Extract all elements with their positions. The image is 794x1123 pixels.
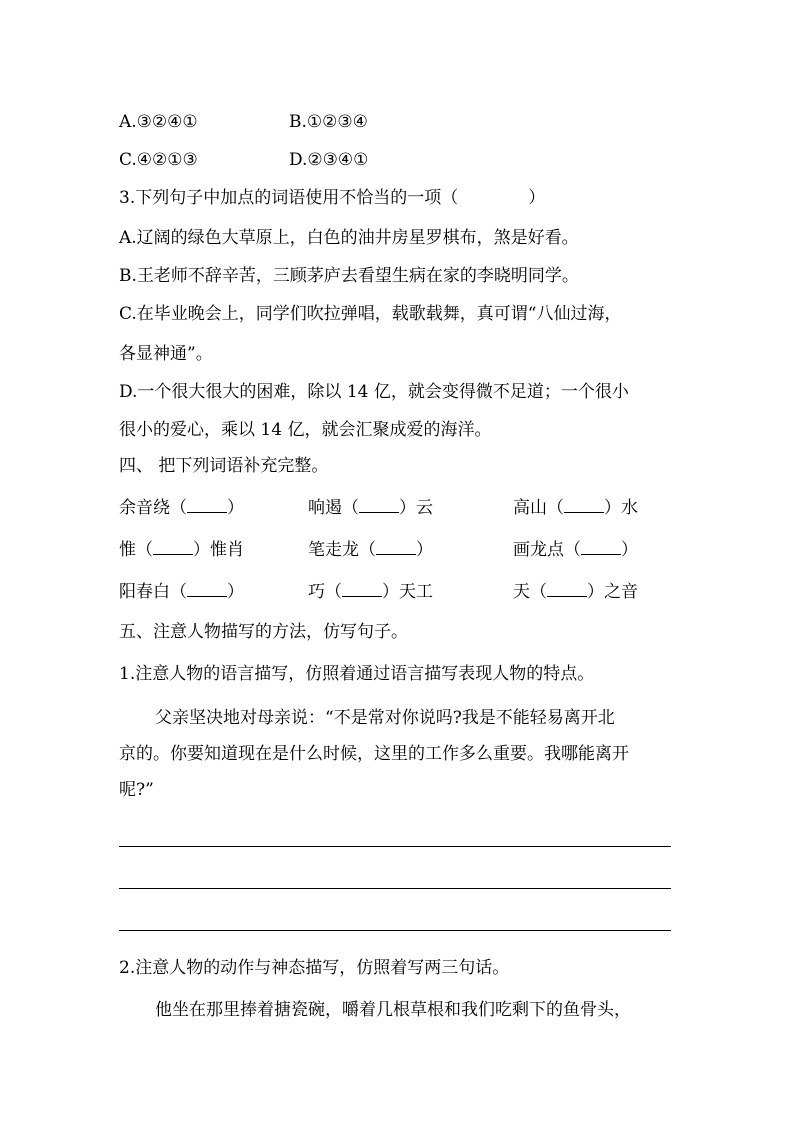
q2-option-d: D.②③④①: [289, 150, 369, 170]
q3-option-b: B.王老师不辞辛苦，三顾茅庐去看望生病在家的李晓明同学。: [119, 266, 579, 286]
q2-option-b: B.①②③④: [289, 112, 368, 132]
q2-option-a: A.③②④①: [119, 112, 198, 132]
answer-line[interactable]: [119, 888, 671, 889]
fill-blank[interactable]: [564, 494, 604, 513]
section5-heading: 五、注意人物描写的方法，仿写句子。: [119, 622, 408, 642]
section5-q1-title: 1.注意人物的语言描写，仿照着通过语言描写表现人物的特点。: [119, 664, 595, 684]
q3-stem: [119, 186, 545, 210]
answer-line[interactable]: [119, 846, 671, 847]
idiom-cell: 笔走龙（ ）: [308, 536, 433, 562]
idiom-cell: 响遏（ ）云: [308, 494, 433, 520]
section5-q2-title: 2.注意人物的动作与神态描写，仿照着写两三句话。: [119, 958, 510, 978]
idiom-cell: 画龙点（ ）: [513, 536, 638, 562]
fill-blank[interactable]: [187, 494, 227, 513]
idiom-cell: 天（ ）之音: [513, 578, 638, 604]
fill-blank[interactable]: [342, 578, 382, 597]
q2-option-c: C.④②①③: [119, 150, 198, 170]
q3-option-c-line2: 各显神通”。: [119, 344, 213, 364]
fill-blank[interactable]: [187, 578, 227, 597]
fill-blank[interactable]: [376, 536, 416, 555]
fill-blank[interactable]: [153, 536, 193, 555]
q3-stem-suffix: ）: [528, 188, 546, 208]
section5-q1-passage-line1: 父亲坚决地对母亲说：“不是常对你说吗?我是不能轻易离开北: [155, 708, 615, 728]
section5-q1-passage-line2: 京的。你要知道现在是什么时候，这里的工作多么重要。我哪能离开: [119, 744, 629, 764]
q3-stem-prefix: 3.下列句子中加点的词语使用不恰当的一项（: [119, 188, 459, 208]
q3-option-d-line1: D.一个很大很大的困难，除以 14 亿，就会变得微不足道；一个很小: [119, 382, 629, 402]
idiom-cell: 惟（ ）惟肖: [119, 536, 244, 562]
fill-blank[interactable]: [547, 578, 587, 597]
q3-option-a: A.辽阔的绿色大草原上，白色的油井房星罗棋布，煞是好看。: [119, 228, 579, 248]
section4-heading: 四、 把下列词语补充完整。: [119, 456, 329, 476]
idiom-cell: 余音绕（ ）: [119, 494, 244, 520]
q3-option-c-line1: C.在毕业晚会上，同学们吹拉弹唱，载歌载舞，真可谓“八仙过海，: [119, 304, 622, 324]
section5-q2-passage-line1: 他坐在那里捧着搪瓷碗，嚼着几根草根和我们吃剩下的鱼骨头，: [155, 1000, 631, 1020]
fill-blank[interactable]: [581, 536, 621, 555]
idiom-cell: 高山（ ）水: [513, 494, 638, 520]
fill-blank[interactable]: [359, 494, 399, 513]
answer-line[interactable]: [119, 930, 671, 931]
q3-option-d-line2: 很小的爱心，乘以 14 亿，就会汇聚成爱的海洋。: [119, 420, 492, 440]
idiom-cell: 巧（ ）天工: [308, 578, 433, 604]
section5-q1-passage-line3: 呢?”: [119, 780, 154, 800]
idiom-cell: 阳春白（ ）: [119, 578, 244, 604]
